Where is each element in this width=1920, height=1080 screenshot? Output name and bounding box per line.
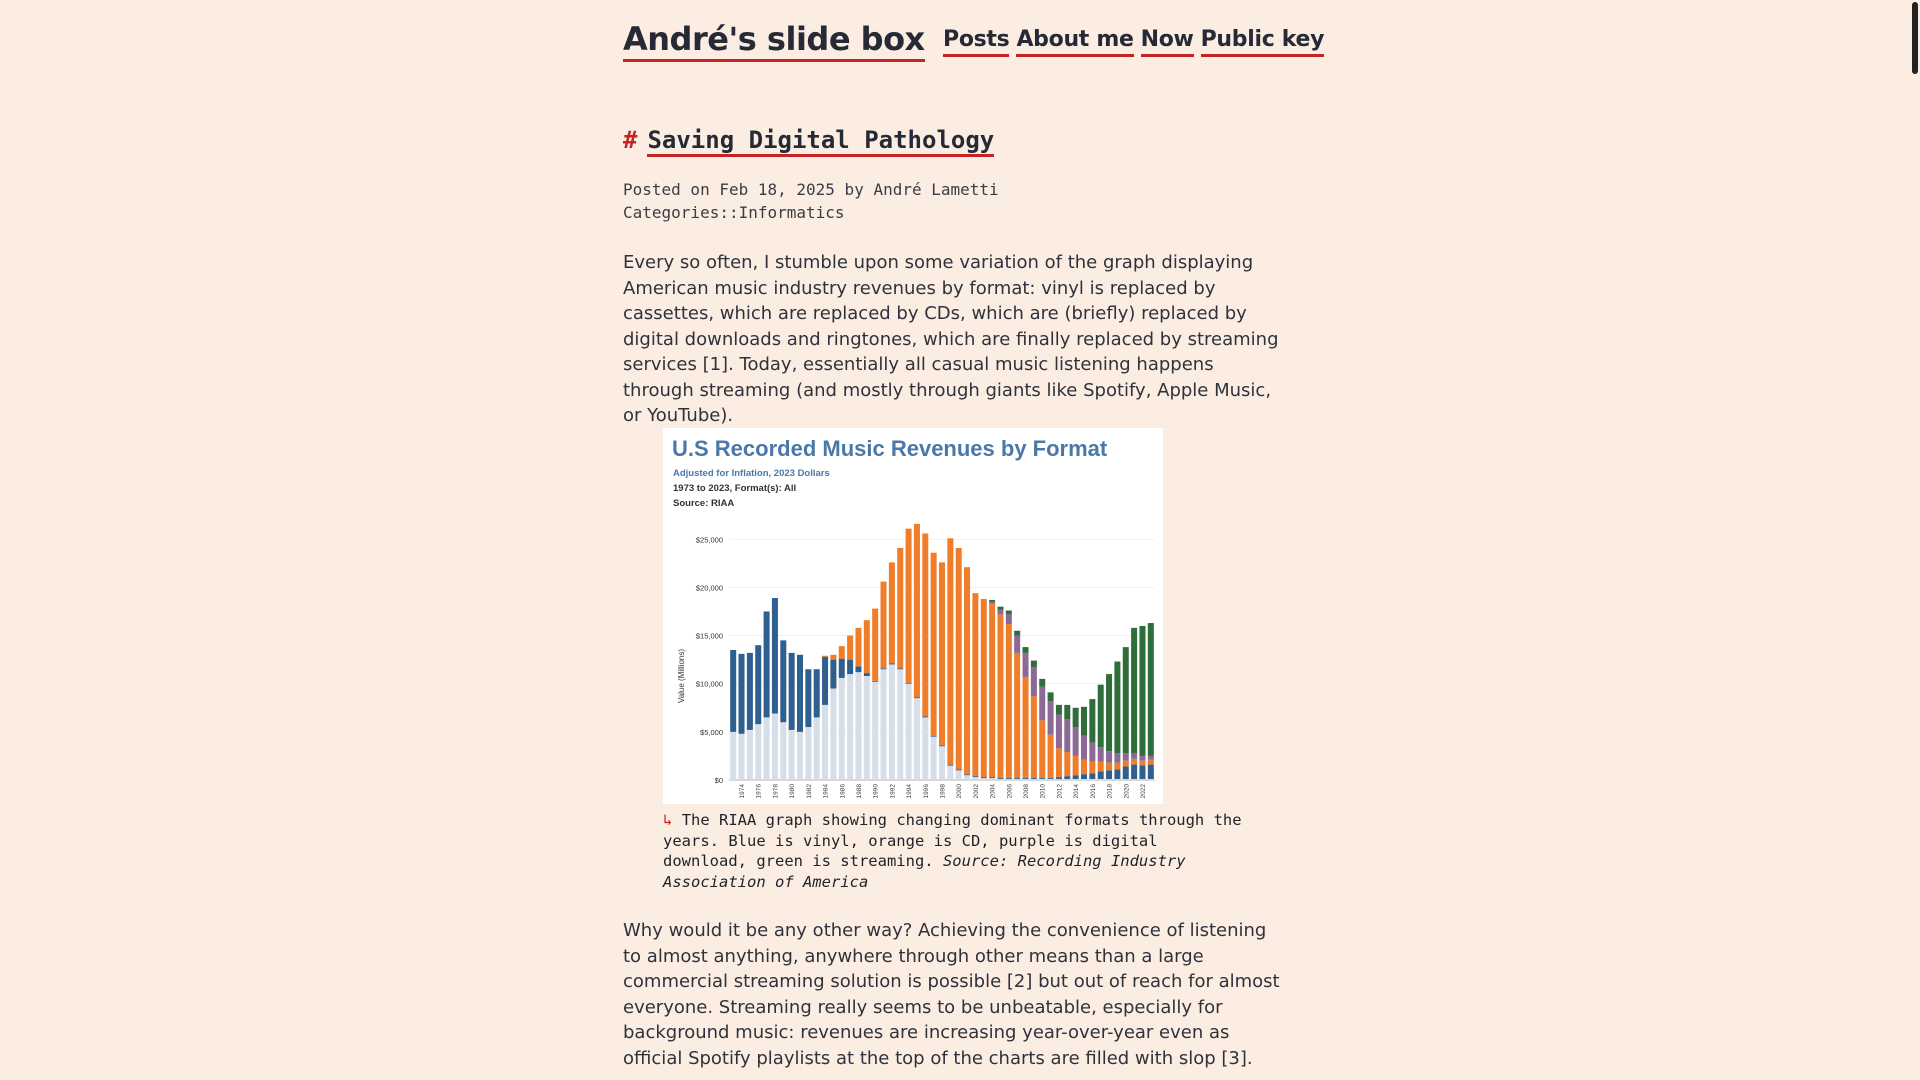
chart-bar-segment	[1073, 775, 1079, 779]
chart-bar-segment	[872, 682, 878, 780]
nav-now[interactable]: Now	[1141, 26, 1194, 57]
chart-x-tick-label: 1980	[789, 784, 797, 799]
chart-x-tick-label: 2022	[1139, 784, 1147, 799]
chart-bar-segment	[1039, 687, 1045, 721]
chart-bar-segment	[1048, 779, 1054, 780]
chart-bar-segment	[830, 660, 836, 689]
chart-bar-segment	[764, 611, 770, 717]
chart-x-tick-label: 2020	[1123, 784, 1131, 799]
chart-bar-segment	[972, 593, 978, 776]
chart-x-tick-label: 1978	[772, 784, 780, 799]
chart-bar-segment	[956, 770, 962, 780]
chart-bar-segment	[1131, 779, 1137, 780]
chart-bar-segment	[964, 774, 970, 775]
nav-about-me[interactable]: About me	[1016, 26, 1133, 57]
chart-bar-segment	[1106, 763, 1112, 771]
chart-bar-segment	[747, 730, 753, 780]
chart-bar-segment	[1014, 778, 1020, 779]
chart-bar-segment	[814, 669, 820, 717]
chart-x-tick-label: 2018	[1106, 784, 1114, 799]
chart-bar-segment	[1139, 766, 1145, 779]
chart-bar-segment	[1089, 742, 1095, 761]
chart-bar-segment	[1056, 777, 1062, 779]
chart-bar-segment	[889, 664, 895, 780]
chart-bar-segment	[1131, 765, 1137, 779]
chart-bar-segment	[997, 614, 1003, 778]
chart-bar-segment	[889, 663, 895, 664]
chart-bar-segment	[847, 636, 853, 660]
caption-text: The RIAA graph showing changing dominant formats through the years. Blue is vinyl, orange is CD, purple is digital download, green is streaming.	[663, 811, 1242, 870]
chart-bar-segment	[1073, 708, 1079, 727]
chart-bar-segment	[1064, 705, 1070, 719]
chart-bar-segment	[947, 765, 953, 766]
chart-x-tick-label: 2010	[1039, 784, 1047, 799]
chart-bar-segment	[839, 646, 845, 659]
chart-y-tick-label: $10,000	[695, 679, 723, 689]
chart-bar-segment	[997, 610, 1003, 615]
chart-bar-segment	[739, 654, 745, 734]
chart-bar-segment	[1148, 756, 1154, 760]
revenue-bar-chart	[663, 428, 1163, 804]
chart-bar-segment	[1098, 762, 1104, 772]
chart-bar-segment	[997, 779, 1003, 780]
chart-bar-segment	[972, 776, 978, 777]
chart-bar-segment	[1139, 761, 1145, 766]
chart-bar-segment	[906, 684, 912, 780]
chart-bar-segment	[755, 724, 761, 780]
chart-bar-segment	[972, 777, 978, 780]
chart-bar-segment	[855, 666, 861, 672]
chart-bar-segment	[814, 717, 820, 780]
chart-bar-segment	[1106, 751, 1112, 763]
chart-y-tick-label: $20,000	[695, 583, 723, 593]
chart-subtitle2: 1973 to 2023, Format(s): All	[673, 483, 797, 494]
chart-bar-segment	[989, 600, 995, 602]
site-title[interactable]: André's slide box	[623, 20, 925, 62]
chart-bar-segment	[864, 673, 870, 676]
chart-bar-segment	[1048, 735, 1054, 778]
chart-bar-segment	[1064, 779, 1070, 780]
chart-bar-segment	[1064, 719, 1070, 752]
chart-x-tick-label: 1976	[755, 784, 763, 799]
chart-bar-segment	[881, 668, 887, 669]
chart-bar-segment	[805, 727, 811, 780]
chart-bar-segment	[855, 628, 861, 667]
chart-x-tick-label: 1996	[922, 784, 930, 799]
chart-bar-segment	[855, 672, 861, 780]
main-nav	[943, 26, 1324, 57]
chart-bar-segment	[1064, 752, 1070, 776]
chart-bar-segment	[864, 620, 870, 673]
chart-bar-segment	[1148, 765, 1154, 779]
chart-bar-segment	[1073, 756, 1079, 775]
chart-bar-segment	[847, 674, 853, 780]
chart-bar-segment	[1123, 647, 1129, 753]
chart-bar-segment	[1073, 727, 1079, 756]
chart-x-tick-label: 2006	[1006, 784, 1014, 799]
chart-bar-segment	[981, 777, 987, 778]
chart-bar-segment	[922, 717, 928, 780]
chart-bar-segment	[1056, 779, 1062, 780]
chart-bar-segment	[780, 640, 786, 722]
chart-y-tick-label: $5,000	[700, 727, 723, 737]
chart-x-tick-label: 1982	[805, 784, 813, 799]
chart-bar-segment	[1081, 779, 1087, 780]
chart-bar-segment	[1014, 636, 1020, 653]
chart-bar-segment	[914, 698, 920, 780]
chart-bar-segment	[1139, 756, 1145, 761]
chart-bar-segment	[872, 609, 878, 681]
chart-x-tick-label: 2002	[972, 784, 980, 799]
chart-bar-segment	[747, 653, 753, 730]
chart-bar-segment	[931, 736, 937, 737]
chart-x-tick-label: 2000	[956, 784, 964, 799]
chart-bar-segment	[1106, 779, 1112, 780]
chart-bar-segment	[1106, 770, 1112, 779]
chart-bar-segment	[1014, 779, 1020, 780]
paragraph-second: Why would it be any other way? Achieving the convenience of listening to almost anything, anywhere through other means than a large commercial streaming solution is possible [2] but out of reach for almost everyone. Streaming really seems to be unbeatable, especially for background music: revenues are increasing year-over-year even as official Spotify playlists at the top of the charts are filled with slop [3].	[623, 920, 1280, 1069]
chart-bar-segment	[906, 529, 912, 683]
chart-bar-segment	[730, 732, 736, 780]
chart-bar-segment	[1056, 748, 1062, 777]
chart-bar-segment	[1073, 779, 1079, 780]
chart-bar-segment	[881, 669, 887, 780]
chart-bar-segment	[772, 598, 778, 714]
chart-bar-segment	[822, 656, 828, 657]
chart-bar-segment	[939, 745, 945, 746]
chart-x-tick-label: 1994	[906, 784, 914, 799]
chart-bar-segment	[1006, 614, 1012, 624]
chart-bar-segment	[1123, 753, 1129, 761]
chart-bar-segment	[830, 655, 836, 660]
chart-bar-segment	[1089, 762, 1095, 774]
chart-bar-segment	[797, 732, 803, 780]
chart-bar-segment	[1031, 779, 1037, 780]
chart-bar-segment	[1048, 692, 1054, 701]
post-categories: Categories::Informatics	[623, 203, 845, 222]
chart-bar-segment	[764, 717, 770, 780]
chart-y-axis-label: Value (Millions)	[677, 648, 686, 704]
chart-bar-segment	[931, 553, 937, 736]
chart-bar-segment	[1114, 662, 1120, 753]
chart-bar-segment	[1039, 779, 1045, 780]
chart-bar-segment	[989, 778, 995, 780]
chart-bar-segment	[956, 548, 962, 769]
chart-bar-segment	[1123, 761, 1129, 767]
chart-bar-segment	[1056, 705, 1062, 715]
chart-bar-segment	[906, 683, 912, 684]
chart-bar-segment	[1098, 771, 1104, 779]
chart-bar-segment	[1014, 653, 1020, 778]
post-title-link[interactable]: Saving Digital Pathology	[647, 126, 994, 157]
chart-bar-segment	[997, 607, 1003, 610]
chart-bar-segment	[1023, 779, 1029, 780]
chart-y-tick-label: $25,000	[695, 535, 723, 545]
chart-bar-segment	[1006, 778, 1012, 779]
chart-bar-segment	[830, 689, 836, 780]
chart-x-tick-label: 2008	[1023, 784, 1031, 799]
chart-bar-segment	[1114, 779, 1120, 780]
chart-bar-segment	[1148, 760, 1154, 765]
chart-bar-segment	[1048, 701, 1054, 735]
scrollbar-thumb[interactable]	[1912, 2, 1918, 74]
chart-x-tick-label: 1990	[872, 784, 880, 799]
chart-bar-segment	[797, 655, 803, 732]
chart-bar-segment	[931, 737, 937, 780]
chart-bar-segment	[1131, 759, 1137, 765]
chart-bar-segment	[1039, 679, 1045, 687]
caption-arrow-icon: ↳	[663, 811, 673, 829]
chart-bar-segment	[1039, 720, 1045, 778]
chart-x-tick-label: 1986	[839, 784, 847, 799]
chart-bar-segment	[981, 778, 987, 780]
chart-bar-segment	[1114, 753, 1120, 763]
chart-bar-segment	[889, 562, 895, 663]
chart-bar-segment	[1023, 778, 1029, 779]
chart-bar-segment	[1106, 674, 1112, 751]
chart-bar-segment	[730, 650, 736, 732]
chart-bar-segment	[789, 653, 795, 730]
chart-bar-segment	[1089, 773, 1095, 779]
nav-posts[interactable]: Posts	[943, 26, 1009, 57]
chart-bar-segment	[914, 524, 920, 697]
chart-bar-segment	[822, 657, 828, 705]
chart-bar-segment	[1014, 631, 1020, 636]
chart-bar-segment	[989, 604, 995, 777]
chart-title: U.S Recorded Music Revenues by Format	[672, 436, 1108, 461]
chart-bar-segment	[1081, 760, 1087, 774]
chart-bar-segment	[1006, 624, 1012, 778]
post-meta	[623, 178, 999, 224]
chart-bar-segment	[772, 714, 778, 780]
chart-bar-segment	[947, 538, 953, 764]
chart-bar-segment	[964, 567, 970, 774]
chart-x-tick-label: 1984	[822, 784, 830, 799]
chart-bar-segment	[755, 645, 761, 724]
chart-bar-segment	[1139, 626, 1145, 756]
chart-y-tick-label: $0	[714, 776, 723, 785]
chart-bar-segment	[1148, 779, 1154, 780]
chart-bar-segment	[1023, 653, 1029, 677]
chart-bar-segment	[989, 777, 995, 778]
chart-bar-segment	[789, 730, 795, 780]
chart-bar-segment	[1131, 753, 1137, 759]
chart-bar-segment	[1031, 778, 1037, 779]
chart-bar-segment	[1148, 623, 1154, 756]
chart-source: Source: RIAA	[673, 498, 735, 509]
chart-bar-segment	[947, 766, 953, 780]
chart-x-tick-label: 1992	[889, 784, 897, 799]
chart-bar-segment	[739, 734, 745, 780]
chart-bar-segment	[964, 775, 970, 780]
chart-bar-segment	[914, 697, 920, 698]
chart-bar-segment	[1081, 774, 1087, 779]
chart-bar-segment	[864, 676, 870, 780]
chart-x-tick-label: 1998	[939, 784, 947, 799]
caption-source: Source: Recording Industry Association of America	[663, 852, 1186, 891]
nav-public-key[interactable]: Public key	[1201, 26, 1325, 57]
chart-bar-segment	[1048, 778, 1054, 779]
chart-bar-segment	[822, 705, 828, 780]
chart-x-tick-label: 1988	[855, 784, 863, 799]
chart-bar-segment	[1023, 677, 1029, 778]
chart-bar-segment	[1031, 661, 1037, 668]
anchor-hash-link[interactable]: #	[623, 126, 638, 154]
chart-x-tick-label: 2004	[989, 784, 997, 799]
post-date-author: Posted on Feb 18, 2025 by André Lametti	[623, 180, 999, 199]
chart-bar-segment	[847, 660, 853, 674]
chart-bar-segment	[939, 562, 945, 745]
chart-bar-segment	[1089, 779, 1095, 780]
chart-bar-segment	[881, 582, 887, 669]
chart-bar-segment	[1039, 778, 1045, 779]
chart-bar-segment	[897, 668, 903, 669]
chart-bar-segment	[1081, 736, 1087, 760]
chart-bar-segment	[1006, 779, 1012, 780]
chart-bar-segment	[1031, 696, 1037, 778]
chart-x-tick-label: 1974	[739, 784, 747, 799]
chart-bar-segment	[872, 681, 878, 682]
chart-x-tick-label: 2016	[1089, 784, 1097, 799]
chart-bar-segment	[1114, 763, 1120, 770]
chart-x-tick-label: 2014	[1073, 784, 1081, 799]
chart-bar-segment	[1064, 776, 1070, 779]
chart-bar-segment	[1006, 611, 1012, 615]
chart-bar-segment	[1123, 779, 1129, 780]
chart-bar-segment	[981, 599, 987, 777]
chart-bar-segment	[1131, 628, 1137, 753]
post-title	[623, 124, 994, 156]
chart-bar-segment	[922, 533, 928, 716]
chart-bar-segment	[805, 669, 811, 727]
chart-bar-segment	[1114, 769, 1120, 779]
chart-bar-segment	[956, 769, 962, 770]
figure-caption	[663, 810, 1243, 892]
chart-bar-segment	[897, 548, 903, 668]
chart-bar-segment	[1098, 747, 1104, 761]
chart-bar-segment	[997, 778, 1003, 779]
chart-bar-segment	[1031, 667, 1037, 696]
chart-bar-segment	[1123, 767, 1129, 780]
chart-bar-segment	[1081, 707, 1087, 736]
scrollbar[interactable]	[1910, 0, 1920, 1080]
chart-bar-segment	[1139, 779, 1145, 780]
paragraph-intro: Every so often, I stumble upon some variation of the graph displaying American music industry revenues by format: vinyl is replaced by cassettes, which are replaced by CDs, which are (briefly) replaced by digital downloads and ringtones, which are finally replaced by streaming services [1]. Today, essentially all casual music listening happens through streaming (and mostly through giants like Spotify, Apple Music, or YouTube).	[623, 252, 1279, 426]
chart-bar-segment	[939, 746, 945, 780]
chart-bar-segment	[839, 678, 845, 780]
chart-bar-segment	[897, 669, 903, 780]
chart-y-tick-label: $15,000	[695, 631, 723, 641]
chart-bar-segment	[989, 602, 995, 604]
chart-bar-segment	[1023, 647, 1029, 653]
chart-bar-segment	[922, 716, 928, 717]
chart-bar-segment	[1098, 779, 1104, 780]
riaa-chart-figure	[663, 428, 1163, 804]
chart-subtitle: Adjusted for Inflation, 2023 Dollars	[673, 468, 830, 479]
chart-bar-segment	[780, 722, 786, 780]
chart-bar-segment	[839, 659, 845, 678]
chart-bar-segment	[1056, 715, 1062, 749]
chart-bar-segment	[1098, 685, 1104, 748]
chart-x-tick-label: 2012	[1056, 784, 1064, 799]
chart-bar-segment	[1089, 699, 1095, 742]
